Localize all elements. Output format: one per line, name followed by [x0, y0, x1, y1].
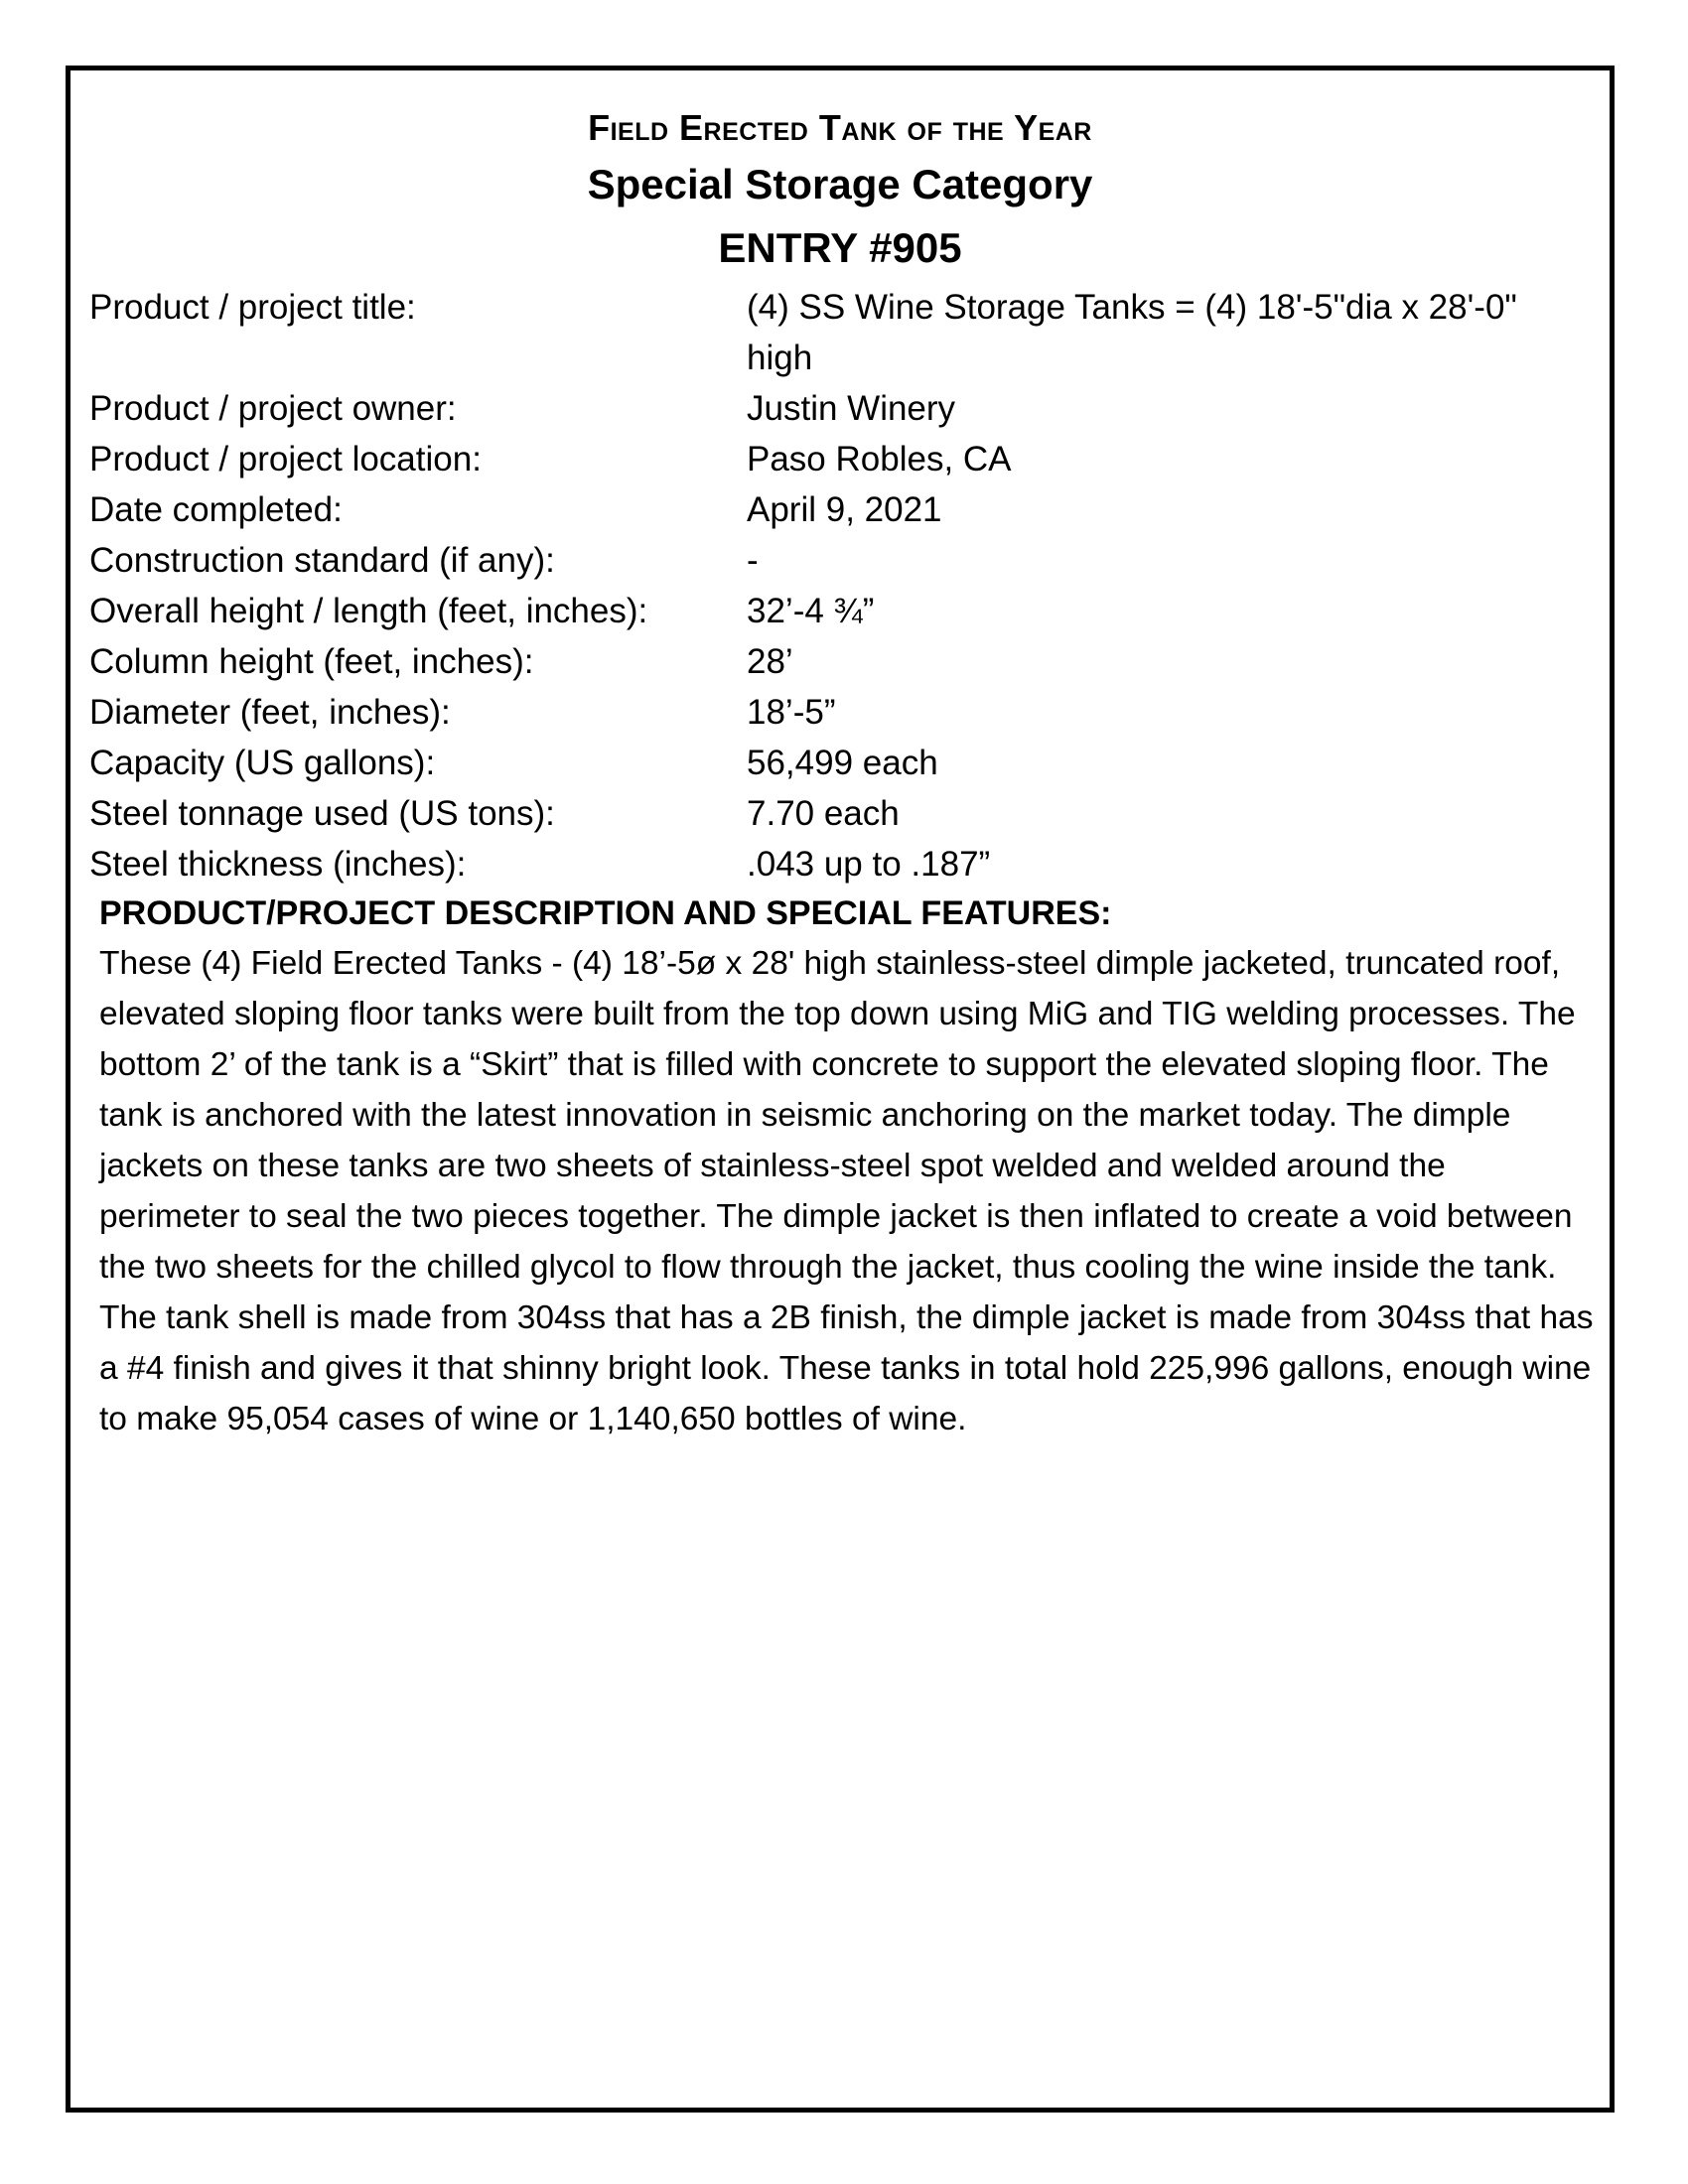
field-value: 18’-5” [747, 693, 836, 732]
field-label: Product / project location: [89, 440, 482, 478]
field-row-capacity [89, 738, 1589, 788]
field-row-thickness [89, 839, 1589, 889]
field-row-standard [89, 535, 1589, 586]
field-row-date [89, 484, 1589, 535]
field-row-column-height [89, 636, 1589, 687]
field-value: 7.70 each [747, 794, 900, 833]
field-label: Column height (feet, inches): [89, 642, 534, 681]
field-label: Construction standard (if any): [89, 541, 555, 580]
field-value: 28’ [747, 642, 793, 681]
field-value: Paso Robles, CA [747, 440, 1012, 478]
field-value: 56,499 each [747, 744, 938, 782]
project-details [89, 282, 1589, 889]
field-value: (4) SS Wine Storage Tanks = (4) 18'-5"dia x 28'-0" high [747, 288, 1517, 377]
field-row-overall-height [89, 586, 1589, 636]
description-body: These (4) Field Erected Tanks - (4) 18’-5ø x 28' high stainless-steel dimple jacketed, truncated roof, elevated sloping floor tanks were built from the top down using MiG and TIG welding processes. The bottom 2’ of the tank is a “Skirt” that is filled with concrete to support the elevated sloping floor. The tank is anchored with the latest innovation in seismic anchoring on the market today. The dimple jackets on these tanks are two sheets of stainless-steel spot welded and welded around the perimeter to seal the two pieces together. The dimple jacket is then inflated to create a void between the two sheets for the chilled glycol to flow through the jacket, thus cooling the wine inside the tank. The tank shell is made from 304ss that has a 2B finish, the dimple jacket is made from 304ss that has a #4 finish and gives it that shinny bright look. These tanks in total hold 225,996 gallons, enough wine to make 95,054 cases of wine or 1,140,650 bottles of wine. [99, 945, 1594, 1437]
field-label: Overall height / length (feet, inches): [89, 592, 648, 630]
category-title: Special Storage Category [587, 161, 1093, 207]
field-value: - [747, 541, 759, 580]
field-row-diameter [89, 687, 1589, 738]
field-row-location [89, 434, 1589, 484]
field-label: Diameter (feet, inches): [89, 693, 451, 732]
field-label: Product / project owner: [89, 389, 457, 428]
field-label: Steel thickness (inches): [89, 845, 467, 884]
field-row-owner [89, 383, 1589, 434]
description-heading: PRODUCT/PROJECT DESCRIPTION AND SPECIAL FEATURES: [99, 894, 1112, 932]
field-label: Date completed: [89, 490, 343, 529]
field-value: .043 up to .187” [747, 845, 991, 884]
field-label: Steel tonnage used (US tons): [89, 794, 555, 833]
field-label: Product / project title: [89, 288, 416, 327]
field-row-title [89, 282, 1589, 383]
field-value: Justin Winery [747, 389, 956, 428]
entry-number: ENTRY #905 [718, 224, 962, 271]
field-value: 32’-4 ¾” [747, 592, 875, 630]
field-row-tonnage [89, 788, 1589, 839]
field-label: Capacity (US gallons): [89, 744, 436, 782]
award-title: Field Erected Tank of the Year [588, 107, 1092, 148]
field-value: April 9, 2021 [747, 490, 942, 529]
